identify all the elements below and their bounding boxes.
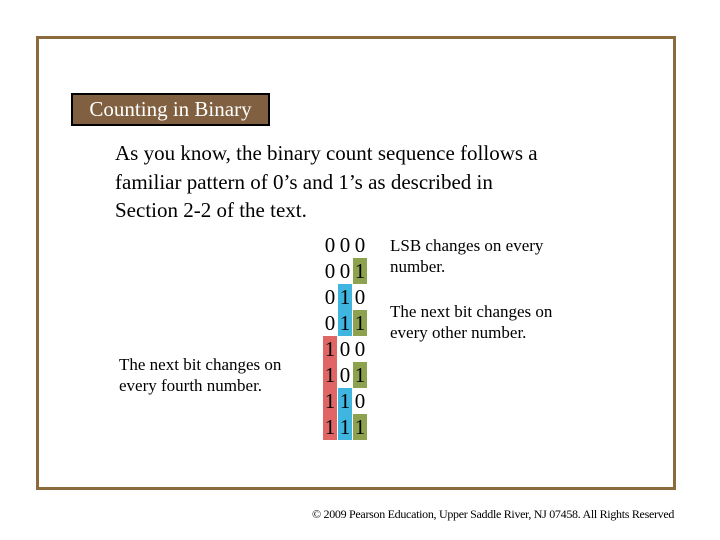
bit-msb: 1 <box>324 415 336 439</box>
intro-line: As you know, the binary count sequence follows a <box>115 141 538 165</box>
bit-middle: 0 <box>339 233 351 257</box>
binary-row <box>323 388 368 414</box>
slide-title: Counting in Binary <box>71 93 270 126</box>
bit-middle: 1 <box>339 311 351 335</box>
bit-middle: 1 <box>339 285 351 309</box>
bit-middle: 1 <box>339 415 351 439</box>
binary-row <box>323 362 368 388</box>
bit-msb: 0 <box>324 311 336 335</box>
bit-middle: 1 <box>339 389 351 413</box>
note-line: LSB changes on every <box>390 236 544 255</box>
binary-row <box>323 336 368 362</box>
note-line: number. <box>390 257 446 276</box>
binary-row <box>323 232 368 258</box>
bit-lsb: 1 <box>354 311 366 335</box>
binary-row <box>323 284 368 310</box>
note-line: The next bit changes on <box>119 355 282 374</box>
binary-count-table <box>323 232 368 440</box>
bit-msb: 1 <box>324 363 336 387</box>
intro-text <box>115 139 615 225</box>
binary-row <box>323 414 368 440</box>
bit-msb: 1 <box>324 337 336 361</box>
bit-lsb: 1 <box>354 259 366 283</box>
bit-lsb: 0 <box>354 285 366 309</box>
bit-lsb: 0 <box>354 337 366 361</box>
note-line: every other number. <box>390 323 527 342</box>
note-line: every fourth number. <box>119 376 263 395</box>
note-line: The next bit changes on <box>390 302 553 321</box>
bit-lsb: 1 <box>354 363 366 387</box>
bit-msb: 0 <box>324 233 336 257</box>
bit-lsb: 0 <box>354 233 366 257</box>
bit-middle: 0 <box>339 363 351 387</box>
copyright-footer: © 2009 Pearson Education, Upper Saddle River, NJ 07458. All Rights Reserved <box>312 507 675 521</box>
lsb-note <box>390 235 590 277</box>
bit-middle: 0 <box>339 259 351 283</box>
msb-note <box>119 354 319 396</box>
bit-lsb: 1 <box>354 415 366 439</box>
bit-lsb: 0 <box>354 389 366 413</box>
middle-bit-note <box>390 301 600 343</box>
bit-msb: 1 <box>324 389 336 413</box>
binary-row <box>323 310 368 336</box>
intro-line: familiar pattern of 0’s and 1’s as described in <box>115 169 493 194</box>
bit-msb: 0 <box>324 285 336 309</box>
bit-middle: 0 <box>339 337 351 361</box>
intro-line: Section 2-2 of the text. <box>115 198 307 222</box>
bit-msb: 0 <box>324 259 336 283</box>
binary-row <box>323 258 368 284</box>
